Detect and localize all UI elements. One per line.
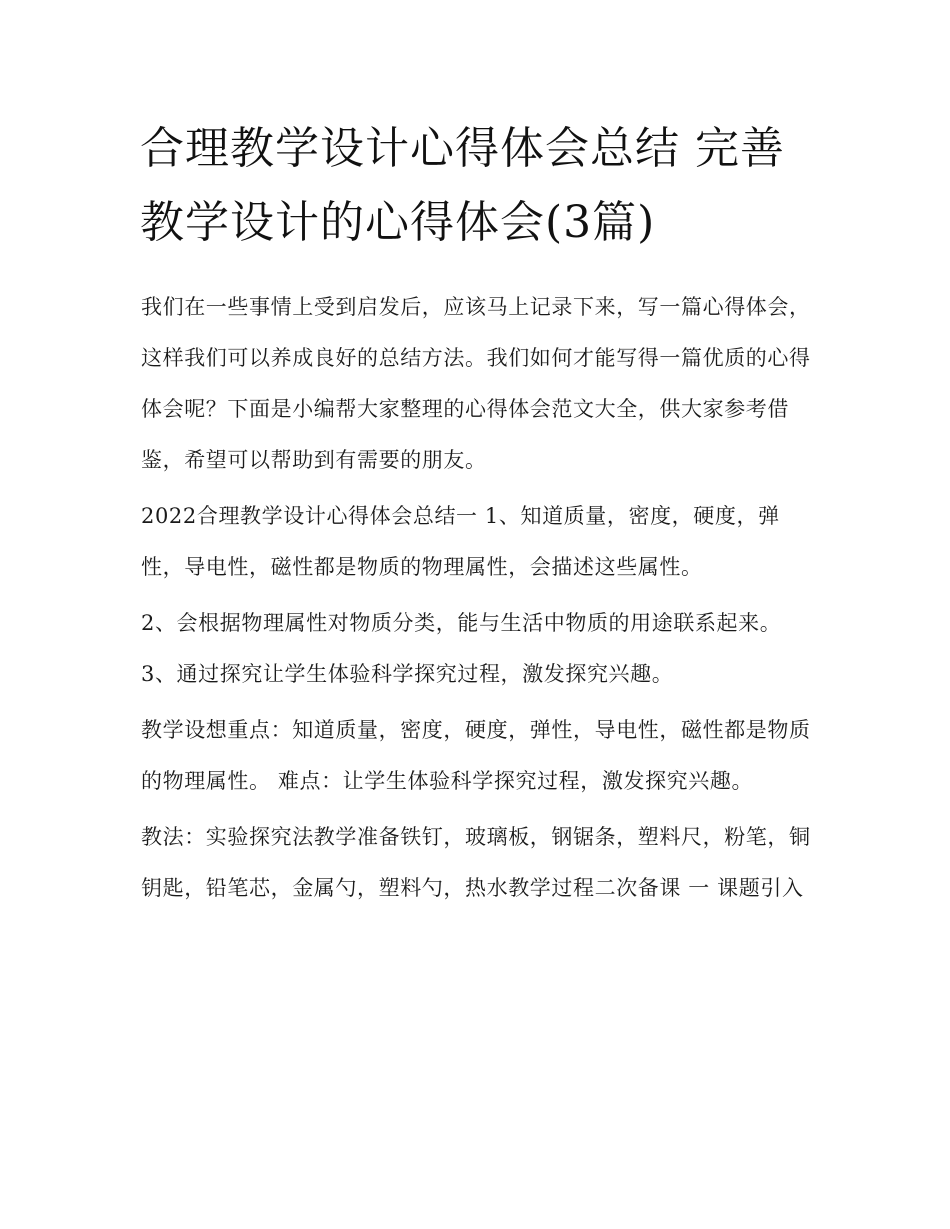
paragraph-intro: 我们在一些事情上受到启发后，应该马上记录下来，写一篇心得体会，这样我们可以养成良好的总结方法。我们如何才能写得一篇优质的心得体会呢？下面是小编帮大家整理的心得体会范文大全，供大家参考借鉴，希望可以帮助到有需要的朋友。 [141, 295, 811, 472]
paragraph-key-points: 教学设想重点：知道质量，密度，硬度，弹性，导电性，磁性都是物质的物理属性。 难点：让学生体验科学探究过程，激发探究兴趣。 [141, 718, 811, 793]
paragraph-objective-2-3: 2、会根据物理属性对物质分类，能与生活中物质的用途联系起来。 3、通过探究让学生体验科学探究过程，激发探究兴趣。 [141, 611, 782, 686]
paragraph-teaching-method: 教法：实验探究法教学准备铁钉，玻璃板，钢锯条，塑料尺，粉笔，铜钥匙，铅笔芯，金属勺，塑料勺，热水教学过程二次备课 一 课题引入 [141, 825, 811, 900]
paragraph-objective-1: 2022合理教学设计心得体会总结一 1、知道质量，密度，硬度，弹性，导电性，磁性都是物质的物理属性，会描述这些属性。 [141, 504, 780, 579]
document-body [141, 282, 817, 919]
document-title: 合理教学设计心得体会总结 完善教学设计的心得体会(3篇) [140, 123, 785, 248]
